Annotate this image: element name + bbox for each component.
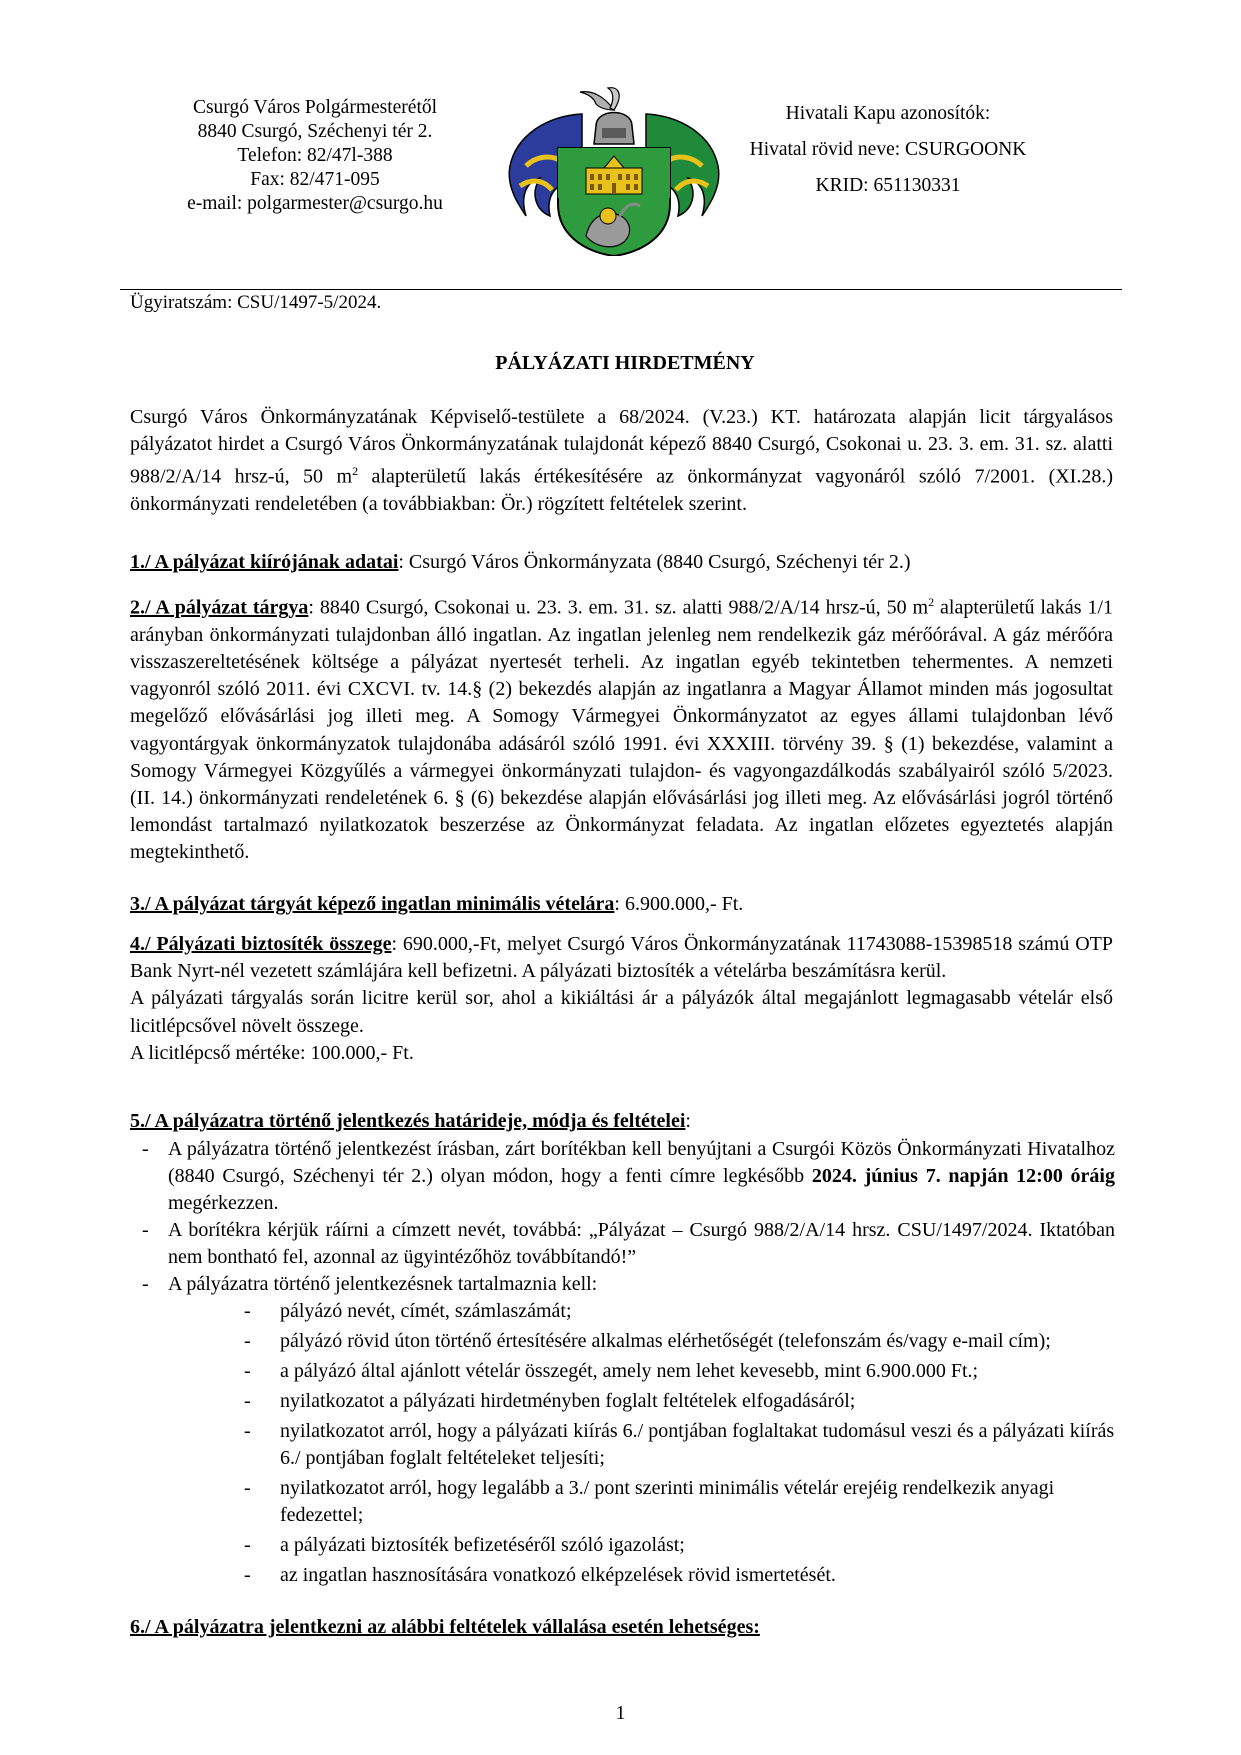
intro-paragraph (130, 404, 1113, 518)
dash-bullet: - (244, 1390, 251, 1412)
intro-text-b: alapterületű lakás értékesítésére az önkormányzat vagyonáról szóló 7/2001. (XI.28.) önkormányzati rendeletében (a továbbiakban: Ör.) rögzített feltételek szerint. (130, 466, 1113, 516)
list-item (240, 1388, 1115, 1415)
dash-bullet: - (142, 1219, 149, 1241)
office-gate-ids (738, 96, 1038, 204)
section-6 (130, 1614, 1113, 1641)
section-4-text: : 690.000,-Ft, melyet Csurgó Város Önkormányzatának 11743088-15398518 számú OTP Bank Nyrt-nél vezetett számlájára kell befizetni. A pályázati biztosíték a vételárba beszámításra kerül. (130, 933, 1113, 983)
colon: : (685, 1110, 691, 1132)
list-item (240, 1418, 1115, 1472)
page-title: PÁLYÁZATI HIRDETMÉNY (495, 352, 755, 374)
list-item-text: pályázó rövid úton történő értesítésére alkalmas elérhetőségét (telefonszám és/vagy e-mail cím); (280, 1330, 1051, 1352)
list-item (240, 1562, 1115, 1589)
dash-bullet: - (142, 1273, 149, 1295)
dash-bullet: - (244, 1300, 251, 1322)
section-4 (130, 931, 1113, 1067)
section-4-heading: 4./ Pályázati biztosíték összege (130, 933, 392, 955)
dash-bullet: - (244, 1534, 251, 1556)
contents-intro: A pályázatra történő jelentkezésnek tartalmaznia kell: (168, 1273, 598, 1295)
section-2-text-a: : 8840 Csurgó, Csokonai u. 23. 3. em. 31. sz. alatti 988/2/A/14 hrsz-ú, 50 m (308, 596, 929, 619)
list-item (140, 1136, 1115, 1217)
list-item-text: a pályázati biztosíték befizetéséről szóló igazolást; (280, 1534, 685, 1556)
list-item-text: nyilatkozatot a pályázati hirdetményben foglalt feltételek elfogadásáról; (280, 1390, 856, 1412)
section-3-text: : 6.900.000,- Ft. (614, 893, 744, 915)
section-4-paragraph: A pályázati tárgyalás során licitre kerül sor, ahol a kikiáltási ár a pályázók által megajánlott legmagasabb vételár első licitlépcsővel növelt összege. (130, 987, 1113, 1037)
gate-title: Hivatali Kapu azonosítók: (785, 103, 991, 124)
sender-line: 8840 Csurgó, Széchenyi tér 2. (197, 121, 433, 142)
list-item-text: az ingatlan hasznosítására vonatkozó elképzelések rövid ismertetését. (280, 1564, 836, 1586)
section-5-list (140, 1136, 1115, 1298)
krid: KRID: 651130331 (815, 175, 961, 196)
sender-line: Telefon: 82/47l-388 (237, 145, 393, 166)
section-1 (130, 549, 1113, 576)
case-number: Ügyiratszám: CSU/1497-5/2024. (130, 292, 382, 313)
superscript: 2 (928, 595, 935, 609)
section-6-heading: 6./ A pályázatra jelentkezni az alábbi feltételek vállalása esetén lehetséges: (130, 1616, 760, 1638)
section-1-heading: 1./ A pályázat kiírójának adatai (130, 551, 399, 573)
required-contents-list (240, 1298, 1115, 1592)
list-item (240, 1475, 1115, 1529)
deadline-date: 2024. június 7. napján 12:00 óráig (811, 1165, 1115, 1187)
header-divider (120, 289, 1122, 290)
list-item (140, 1217, 1115, 1271)
list-item-text: nyilatkozatot arról, hogy a pályázati kiírás 6./ pontjában foglaltakat tudomásul veszi és a pályázati kiírás 6./ pontjában foglalt feltételeket teljesíti; (280, 1420, 1115, 1469)
dash-bullet: - (244, 1420, 251, 1442)
section-2 (130, 589, 1113, 867)
list-item-text: a pályázó által ajánlott vételár összegét, amely nem lehet kevesebb, mint 6.900.000 Ft.; (280, 1360, 979, 1382)
dash-bullet: - (244, 1330, 251, 1352)
list-item (140, 1271, 1115, 1298)
intro-text-a: Csurgó Város Önkormányzatának Képviselő-testülete a 68/2024. (V.23.) KT. határozata alapján licit tárgyalásos pályázatot hirdet a Csurgó Város Önkormányzatának tulajdonát képező 8840 Csurgó, Csokonai u. 23. 3. em. 31. sz. alatti 988/2/A/14 hrsz-ú, 50 m (130, 406, 1113, 489)
section-2-heading: 2./ A pályázat tárgya (130, 596, 309, 619)
list-item (240, 1358, 1115, 1385)
sender-block (150, 96, 480, 216)
section-2-text-b: alapterületű lakás 1/1 arányban önkormányzati tulajdonban álló ingatlan. Az ingatlan jelenleg nem rendelkezik gáz mérőórával. A gáz mérőóra visszaszereltetésének költsége a pályázat nyertesét terheli. Az ingatlan egyéb tekintetben tehermentes. A nemzeti vagyonról szóló 2011. évi CXCVI. tv. 14.§ (2) bekezdés alapján az ingatlanra a Magyar Államot minden más jogosultat megelőző elővásárlási jog illeti meg. A Somogy Vármegyei Önkormányzatot az egyes állami tulajdonban lévő vagyontárgyak önkormányzatok tulajdonába adásáról szóló 1991. évi XXXIII. törvény 39. § (1) bekezdése, valamint a Somogy Vármegyei Közgyűlés a vármegyei önkormányzati tulajdon- és vagyongazdálkodás szabályairól szóló 5/2023. (II. 14.) önkormányzati rendeletének 6. § (6) bekezdése alapján elővásárlási jog illeti meg. Az elővásárlási jogról történő lemondást tartalmazó nyilatkozatok beszerzése az Önkormányzat feladata. Az ingatlan előzetes egyeztetés alapján megtekinthető. (130, 596, 1114, 864)
sender-line: Fax: 82/471-095 (250, 169, 380, 190)
dash-bullet: - (244, 1360, 251, 1382)
deadline-text-a: A pályázatra történő jelentkezést írásban, zárt borítékban kell benyújtani a Csurgói Közös Önkormányzati Hivatalhoz (8840 Csurgó, Széchenyi tér 2.) olyan módon, hogy a fenti címre legkésőbb (168, 1138, 1115, 1187)
page-number: 1 (615, 1702, 626, 1724)
dash-bullet: - (244, 1477, 251, 1499)
office-short-name: Hivatal rövid neve: CSURGOONK (749, 139, 1027, 160)
sender-line: e-mail: polgarmester@csurgo.hu (187, 193, 443, 214)
section-1-text: : Csurgó Város Önkormányzata (8840 Csurgó, Széchenyi tér 2.) (398, 551, 911, 573)
section-3 (130, 891, 1113, 918)
dash-bullet: - (142, 1138, 149, 1160)
section-5-heading-line (130, 1108, 1113, 1135)
coat-of-arms-logo (496, 86, 732, 262)
list-item (240, 1532, 1115, 1559)
list-item-text: nyilatkozatot arról, hogy legalább a 3./ pont szerinti minimális vételár erejéig rendelkezik anyagi fedezettel; (280, 1477, 1055, 1526)
list-item (240, 1298, 1115, 1325)
section-4-bid-step: A licitlépcső mértéke: 100.000,- Ft. (130, 1041, 414, 1064)
list-item-text: pályázó nevét, címét, számlaszámát; (280, 1300, 572, 1322)
superscript: 2 (352, 464, 359, 479)
section-3-heading: 3./ A pályázat tárgyát képező ingatlan minimális vételára (130, 893, 615, 915)
deadline-text-c: megérkezzen. (168, 1192, 279, 1214)
envelope-text: A borítékra kérjük ráírni a címzett nevét, továbbá: „Pályázat – Csurgó 988/2/A/14 hrsz. CSU/1497/2024. Iktatóban nem bontható fel, azonnal az ügyintézőhöz továbbítandó!” (168, 1219, 1115, 1268)
section-5-heading: 5./ A pályázatra történő jelentkezés határideje, módja és feltételei (130, 1110, 686, 1132)
list-item (240, 1328, 1115, 1355)
dash-bullet: - (244, 1564, 251, 1586)
sender-line: Csurgó Város Polgármesterétől (192, 97, 438, 118)
